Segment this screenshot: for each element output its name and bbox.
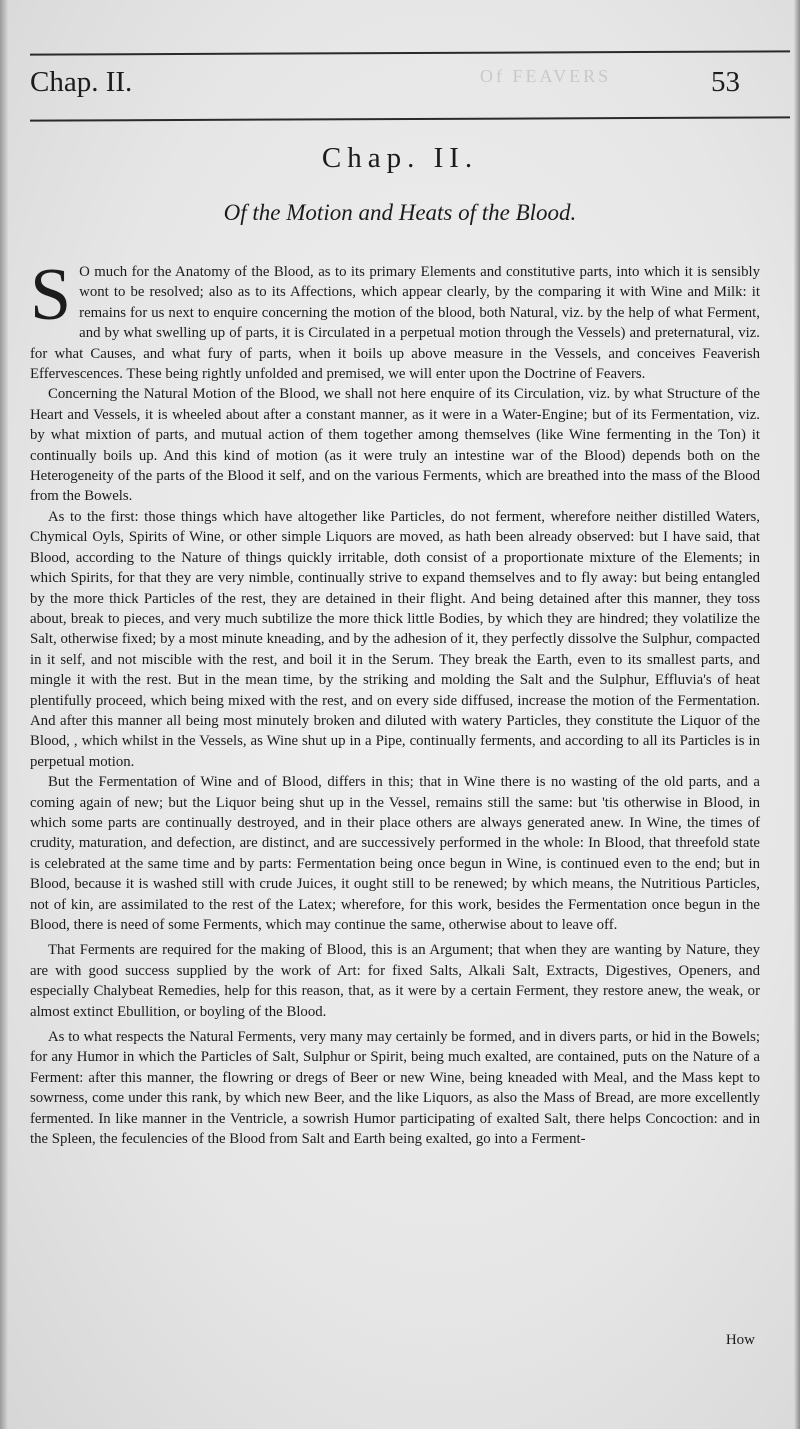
paragraph-2: Concerning the Natural Motion of the Blood, we shall not here enquire of its Circulation, viz. by what Structure of the Heart and Vessels, it is wheeled about after a constant manner, as it were in a Water-Engine; but of its Fermentation, viz. by what mixtion of parts, and mutual action of them together among themselves (like Wine fermenting in the Ton) it continually boils up. And this kind of motion (as it were truly an intestine war of the Blood) depends both on the Heterogeneity of the parts of the Blood it self, and on the various Ferments, which are breathed into the mass of the Blood from the Bowels.: [30, 386, 760, 505]
paragraph-6: As to what respects the Natural Ferments, very many may certainly be formed, and in divers parts, or hid in the Bowels; for any Humor in which the Particles of Salt, Sulphur or Spirit, being much exalted, are contained, puts on the Nature of a Ferment: after this manner, the flowring or dregs of Beer or new Wine, being kneaded with Meal, and the Mass kept to sowrness, come under this rank, by which new Beer, and the like Liquors, as also the Mass of Bread, are more excellently fermented. In like manner in the Ventricle, a sowrish Humor participating of exalted Salt, there helps Concoction: and in the Spleen, the feculencies of the Blood from Salt and Earth being exalted, go into a Ferment-: [30, 1029, 760, 1148]
running-head: Chap. II.: [30, 66, 133, 98]
chapter-subtitle: Of the Motion and Heats of the Blood.: [223, 200, 577, 225]
page-number: 53: [711, 66, 740, 98]
chapter-title: Chap. II.: [321, 142, 479, 174]
paragraph-5: That Ferments are required for the making of Blood, this is an Argument; that when they are wanting by Nature, they are with good success supplied by the work of Art: for fixed Salts, Alkali Salt, Extracts, Digestives, Openers, and especially Chalybeat Remedies, help for this reason, that, as it were by a certain Ferment, they restore anew, the weak, or almost extinct Ebullition, or boyling of the Blood.: [30, 942, 760, 1020]
paragraph-1: [30, 254, 760, 384]
paragraph-3: As to the first: those things which have altogether like Particles, do not ferment, wherefore neither distilled Waters, Chymical Oyls, Spirits of Wine, or other simple Liquors are moved, as hath been already observed: but I have said, that Blood, according to the Nature of things quickly irritable, doth consist of a proportionate mixture of the Elements; in which Spirits, for that they are very nimble, continually strive to expand themselves and to fly away: but being entangled by the more thick Particles of the rest, they are detained in their flight. And being detained after this manner, they toss about, break to pieces, and very much subtilize the more thick little Bodies, by which they are hindred; they volatilize the Salt, otherwise fixed; by a most minute kneading, and by the adhesion of it, they perfectly dissolve the Sulphur, compacted in it self, and not miscible with the rest, and boil it in the Serum. They break the Earth, even to its smallest parts, and mingle it with the rest. But in the mean time, by the striking and molding the Salt and the Sulphur, Effluvia's of heat plentifully proceed, which being mixed with the rest, and on every side diffused, increase the motion of the Fermentation. And after this manner all being most minutely broken and diluted with watery Particles, they constitute the Liquor of the Blood, , which whilst in the Vessels, as Wine shut up in a Pipe, continually ferments, and according to all its Particles is in perpetual motion.: [30, 508, 760, 770]
body-text: [30, 254, 760, 1149]
bleed-through-text: Of FEAVERS: [480, 66, 612, 86]
catchword: How: [725, 1332, 755, 1348]
paragraph-4: But the Fermentation of Wine and of Blood, differs in this; that in Wine there is no wasting of the old parts, and a coming again of new; but the Liquor being shut up in the Vessel, remains still the same: but 'tis otherwise in Blood, in which some parts are continually destroyed, and in their place others are always generated anew. In Wine, the times of crudity, maturation, and defection, are distinct, and are successively performed in the whole: In Blood, that threefold state is celebrated at the same time and by parts: Fermentation being once begun in Wine, is continued even to the end; but in Blood, because it is washed still with crude Juices, it ought still to be renewed; by which means, the Nutritious Particles, not of kin, are assimilated to the rest of the Latex; wherefore, for this work, besides the Fermentation once begun in the Blood, there is need of some Ferments, which may continue the same, otherwise about to leave off.: [30, 774, 760, 933]
drop-cap: S: [30, 254, 72, 336]
paragraph-1-text: O much for the Anatomy of the Blood, as to its primary Elements and constitutive parts, into which it is sensibly wont to be resolved; also as to its Affections, which appear clearly, by the comparing it with Wine and Milk: it remains for us next to enquire concerning the motion of the blood, both Natural, viz. by the help of what Ferment, and by what swelling up of parts, it is Circulated in a perpetual motion through the Vessels) and preternatural, viz. for what Causes, and what fury of parts, when it boils up above measure in the Vessels, and conceives Feaverish Effervescences. These being rightly unfolded and premised, we will enter upon the Doctrine of Feavers.: [30, 264, 760, 383]
header-rule-top: [30, 50, 790, 55]
header-rule-bottom: [30, 116, 790, 121]
